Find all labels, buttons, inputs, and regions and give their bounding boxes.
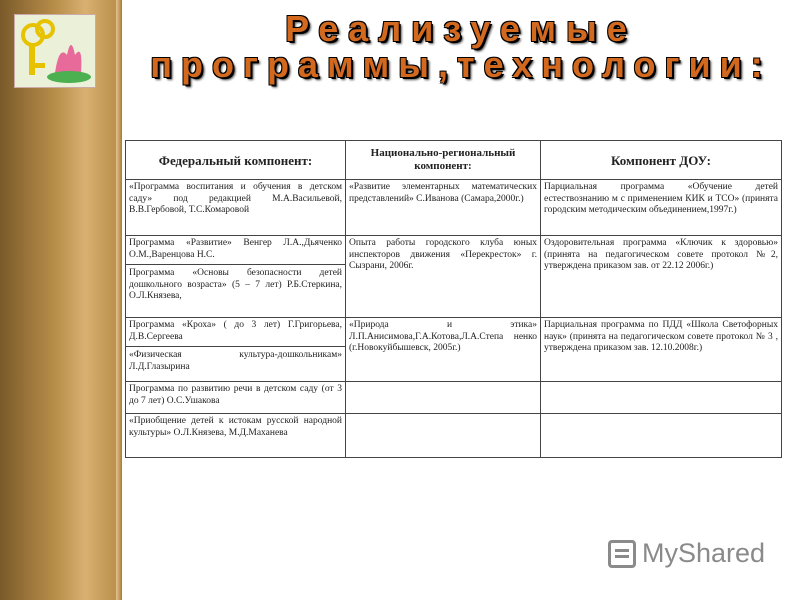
cell-federal: «Приобщение детей к истокам русской народной культуры» О.Л.Князева, М.Д.Маханева bbox=[126, 414, 346, 458]
cell-federal bbox=[126, 318, 346, 382]
cell-dou bbox=[541, 414, 782, 458]
header-federal: Федеральный компонент: bbox=[126, 141, 346, 180]
cell-federal: Программа по развитию речи в детском саду (от 3 до 7 лет) О.С.Ушакова bbox=[126, 382, 346, 414]
decorative-stripe bbox=[0, 0, 122, 600]
cell-regional bbox=[346, 382, 541, 414]
cell-regional: «Развитие элементарных математических представлений» С.Иванова (Самара,2000г.) bbox=[346, 180, 541, 236]
programs-table bbox=[125, 140, 782, 458]
cell-federal: «Программа воспитания и обучения в детском саду» под редакцией М.А.Васильевой, В.В.Гербовой, Т.С.Комаровой bbox=[126, 180, 346, 236]
table-row bbox=[126, 180, 782, 236]
cell-dou: Оздоровительная программа «Ключик к здоровью» (принята на педагогическом совете протокол №2, утверждена приказом зав. от 22.12 2006г.) bbox=[541, 236, 782, 318]
cell-dou: Парциальная программа «Обучение детей естествознанию м с применением КИК и ТСО» (принята городским методическим объединением,1997г.) bbox=[541, 180, 782, 236]
cell-federal bbox=[126, 236, 346, 318]
header-regional: Национально-региональный компонент: bbox=[346, 141, 541, 180]
header-dou: Компонент ДОУ: bbox=[541, 141, 782, 180]
cell-federal-text: Программа «Развитие» Венгер Л.А.,Дьяченко О.М.,Варенцова Н.С. bbox=[129, 238, 342, 260]
page-title-line1: Реализуемые bbox=[285, 8, 637, 49]
table-row bbox=[126, 382, 782, 414]
cell-regional bbox=[346, 414, 541, 458]
table-row bbox=[126, 318, 782, 382]
cell-federal-text: Программа «Кроха» ( до 3 лет) Г.Григорьева, Д.В.Сергеева bbox=[129, 320, 342, 342]
cell-federal-extra: Программа «Основы безопасности детей дошкольного возраста» (5 – 7 лет) Р.Б.Стеркина, О.Л.Князева, bbox=[126, 264, 345, 303]
presentation-icon bbox=[608, 540, 636, 568]
page-title-line2: программы,технологии: bbox=[150, 44, 772, 85]
cell-regional: «Природа и этика» Л.П.Анисимова,Г.А.Котова,Л.А.Степа ненко (г.Новокуйбышевск, 2005г.) bbox=[346, 318, 541, 382]
cell-federal-extra: «Физическая культура-дошкольникам» Л.Д.Глазырина bbox=[126, 346, 345, 373]
cell-dou bbox=[541, 382, 782, 414]
table-row bbox=[126, 414, 782, 458]
table-header-row bbox=[126, 141, 782, 180]
flower-key-logo bbox=[14, 14, 96, 88]
table-row bbox=[126, 236, 782, 318]
watermark-text: MyShared bbox=[642, 538, 766, 568]
myshared-watermark bbox=[608, 538, 765, 569]
cell-regional: Опыта работы городского клуба юных инспекторов движения «Перекресток» г. Сызрани, 2006г. bbox=[346, 236, 541, 318]
cell-dou: Парциальная программа по ПДД «Школа Светофорных наук» (принята на педагогическом совете протокол № 3 , утверждена приказом зав. 12.10.2008г.) bbox=[541, 318, 782, 382]
